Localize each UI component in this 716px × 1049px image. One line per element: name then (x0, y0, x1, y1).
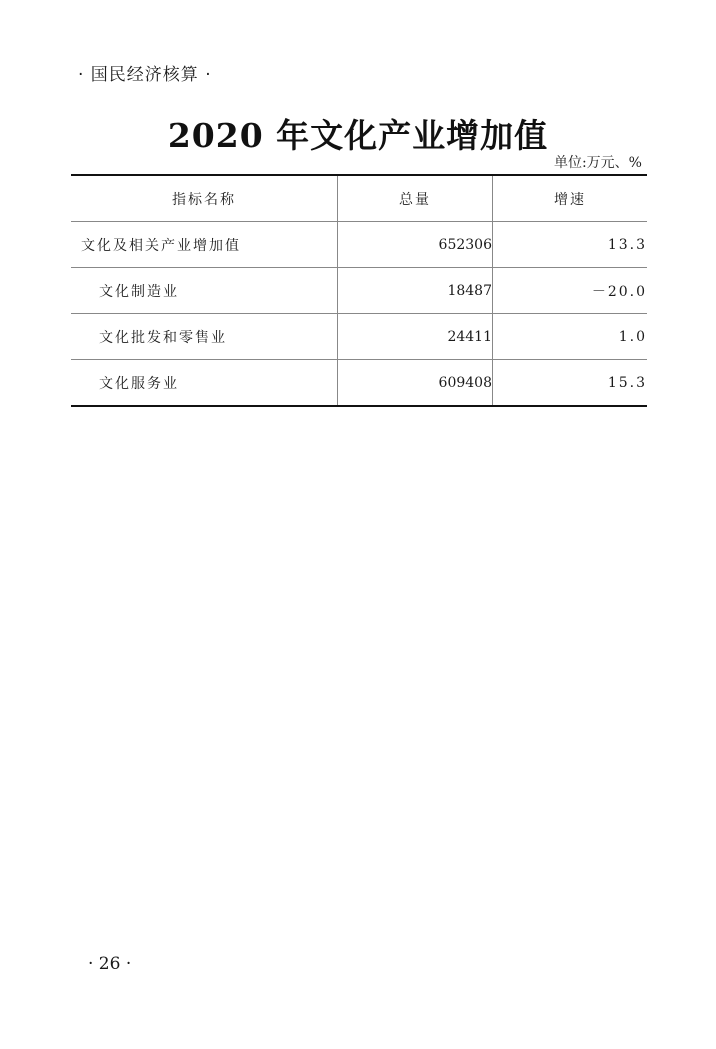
page-title: 2020 年文化产业增加值 (167, 116, 549, 155)
row-total: 652306 (338, 222, 493, 268)
row-total: 24411 (338, 314, 493, 360)
row-name: 文化批发和零售业 (71, 314, 338, 360)
row-growth: 1.0 (493, 314, 648, 360)
row-name: 文化制造业 (71, 268, 338, 314)
table-header (71, 175, 647, 222)
row-name: 文化及相关产业增加值 (71, 222, 338, 268)
row-growth: －20.0 (493, 268, 648, 314)
unit-note: 单位:万元、% (553, 155, 642, 171)
row-name: 文化服务业 (99, 375, 179, 392)
table-row (71, 314, 647, 360)
table-row (71, 360, 647, 407)
data-table (71, 174, 647, 407)
table-body (71, 222, 647, 407)
row-total: 609408 (338, 360, 493, 407)
table-row (71, 222, 647, 268)
table-header-row (71, 175, 647, 222)
column-header-total: 总量 (338, 175, 493, 222)
section-header: · 国民经济核算 · (78, 65, 212, 85)
column-header-growth: 增速 (493, 175, 648, 222)
column-header-indicator-name: 指标名称 (71, 175, 338, 222)
page-number: · 26 · (88, 954, 132, 974)
row-growth: 15.3 (493, 360, 648, 407)
row-growth: 13.3 (493, 222, 648, 268)
row-total: 18487 (338, 268, 493, 314)
table-row (71, 268, 647, 314)
